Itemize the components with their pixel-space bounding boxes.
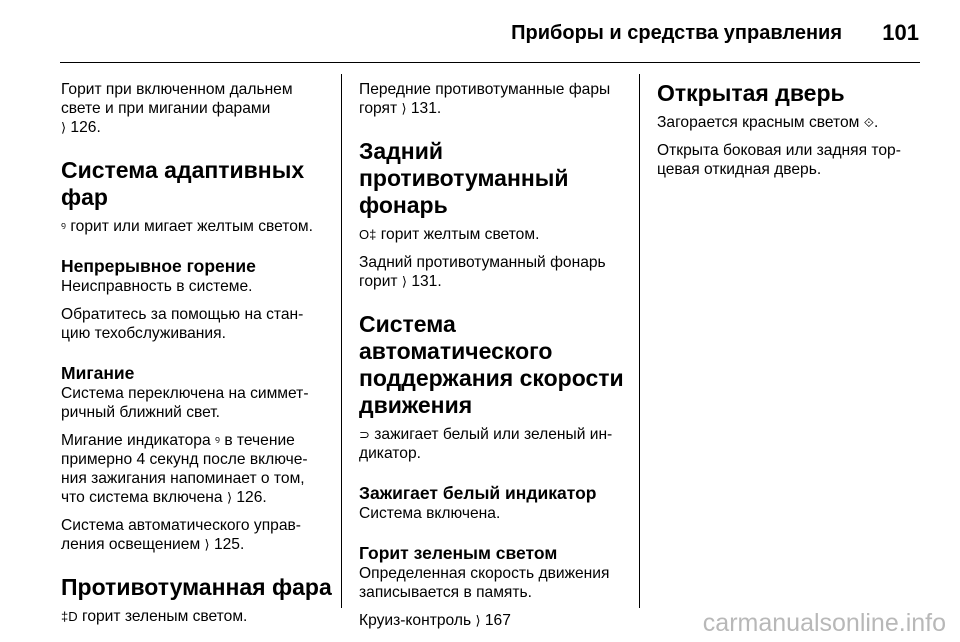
- page-title: Приборы и средства управления: [511, 22, 842, 44]
- door-line-1: Открыта боковая или задняя тор-: [657, 142, 901, 159]
- rear-fog-paragraph: [359, 253, 631, 291]
- subheading-green-light: Горит зеленым светом: [359, 543, 558, 563]
- page-reference[interactable]: 131.: [410, 100, 442, 117]
- rear-fog-line-2: горит: [359, 273, 398, 290]
- door-line-2: цевая откидная дверь.: [657, 161, 822, 178]
- rear-fog-icon: O‡: [359, 227, 377, 242]
- subheading-white-indicator: Зажигает белый индикатор: [359, 483, 597, 503]
- section-heading-rear-fog: [359, 138, 631, 219]
- fog-light-icon: ‡D: [61, 609, 78, 624]
- auto-line-2: ления освещением: [61, 536, 201, 553]
- reference-arrow-icon: ⟩: [401, 101, 407, 116]
- section-heading-open-door: Открытая дверь: [657, 80, 845, 106]
- column-3: [657, 80, 919, 188]
- header-divider: [60, 62, 920, 63]
- front-fog-line-2: горят: [359, 100, 398, 117]
- reference-arrow-icon: ⟩: [401, 274, 407, 289]
- flashing-paragraph: [61, 384, 333, 422]
- green-line-2: записывается в память.: [359, 584, 532, 601]
- heading-line: Система: [359, 311, 456, 337]
- rear-fog-text-body: горит желтым светом.: [380, 226, 540, 243]
- heading-line: фонарь: [359, 192, 448, 218]
- cruise-control-icon: ⊃: [359, 427, 370, 442]
- flashing-line-1: Система переключена на симмет-: [61, 385, 309, 402]
- cruise-text-line-2: дикатор.: [359, 445, 421, 462]
- intro-line-1: Горит при включенном дальнем: [61, 81, 293, 98]
- page-reference[interactable]: 167: [484, 612, 511, 629]
- adaptive-light-icon: ꝰ: [61, 219, 66, 234]
- subheading-flashing: Мигание: [61, 363, 135, 383]
- door-text: Загорается красным светом ⟐.: [657, 114, 879, 131]
- rear-fog-line-1: Задний противотуманный фонарь: [359, 254, 606, 271]
- reference-arrow-icon: ⟩: [61, 120, 67, 135]
- adaptive-light-icon: ꝰ: [215, 433, 220, 448]
- indicator-paragraph: [61, 431, 333, 507]
- heading-line: поддержания скорости: [359, 365, 624, 391]
- page-reference[interactable]: 131.: [411, 273, 442, 290]
- adaptive-text-body: горит или мигает желтым светом.: [70, 218, 313, 235]
- continuous-text: Неисправность в системе.: [61, 278, 253, 295]
- column-divider-1: [341, 74, 342, 608]
- section-heading-adaptive-lights: [61, 157, 333, 211]
- heading-line: противотуманный: [359, 165, 569, 191]
- heading-line: Задний: [359, 138, 443, 164]
- door-text-body: Загорается красным светом: [657, 114, 860, 131]
- heading-line: автоматического: [359, 338, 553, 364]
- indicator-line-1b: в течение: [224, 432, 295, 449]
- page-reference[interactable]: 126.: [70, 119, 101, 136]
- intro-paragraph: [61, 80, 333, 137]
- subheading-continuous: Непрерывное горение: [61, 256, 256, 276]
- white-text: Система включена.: [359, 505, 501, 522]
- reference-arrow-icon: ⟩: [226, 490, 233, 505]
- column-2: [359, 80, 631, 630]
- rear-fog-text: [359, 225, 631, 244]
- section-heading-fog-light: Противотуманная фара: [61, 574, 332, 600]
- indicator-line-2: примерно 4 секунд после включе-: [61, 451, 308, 468]
- reference-arrow-icon: ⟩: [204, 537, 210, 552]
- service-paragraph: [61, 305, 333, 343]
- heading-line: Система адаптивных: [61, 157, 305, 183]
- indicator-line-1a: Мигание индикатора: [61, 432, 211, 449]
- front-fog-paragraph: [359, 80, 631, 118]
- adaptive-text: [61, 217, 333, 236]
- fog-text: [61, 607, 333, 626]
- heading-line: движения: [359, 392, 473, 418]
- section-heading-cruise-system: [359, 311, 631, 419]
- green-line-1: Определенная скорость движения: [359, 565, 610, 582]
- watermark: carmanualsonline.info: [702, 609, 946, 637]
- page-header: [0, 0, 960, 64]
- page-reference[interactable]: 125.: [213, 536, 245, 553]
- cruise-text: [359, 425, 631, 463]
- column-divider-2: [639, 74, 640, 608]
- page-number: 101: [882, 20, 919, 45]
- green-paragraph: [359, 564, 631, 602]
- indicator-line-4: что система включена: [61, 489, 223, 506]
- reference-arrow-icon: ⟩: [475, 613, 481, 628]
- heading-line: фар: [61, 184, 108, 210]
- auto-line-1: Система автоматического управ-: [61, 517, 301, 534]
- column-1: [61, 80, 333, 626]
- indicator-line-3: ния зажигания напоминает о том,: [61, 470, 305, 487]
- door-open-icon: ⟐: [863, 115, 874, 130]
- intro-line-2: свете и при мигании фарами: [61, 100, 271, 117]
- cruise-control-label: Круиз-контроль: [359, 612, 472, 629]
- page-reference[interactable]: 126.: [236, 489, 267, 506]
- service-line-2: цию техобслуживания.: [61, 325, 226, 342]
- service-line-1: Обратитесь за помощью на стан-: [61, 306, 304, 323]
- cruise-control-reference: [359, 611, 631, 630]
- auto-lighting-paragraph: [61, 516, 333, 554]
- door-paragraph: [657, 141, 919, 179]
- flashing-line-2: ричный ближний свет.: [61, 404, 221, 421]
- cruise-text-line-1: зажигает белый или зеленый ин-: [374, 426, 613, 443]
- front-fog-line-1: Передние противотуманные фары: [359, 81, 611, 98]
- fog-text-body: горит зеленым светом.: [81, 608, 248, 625]
